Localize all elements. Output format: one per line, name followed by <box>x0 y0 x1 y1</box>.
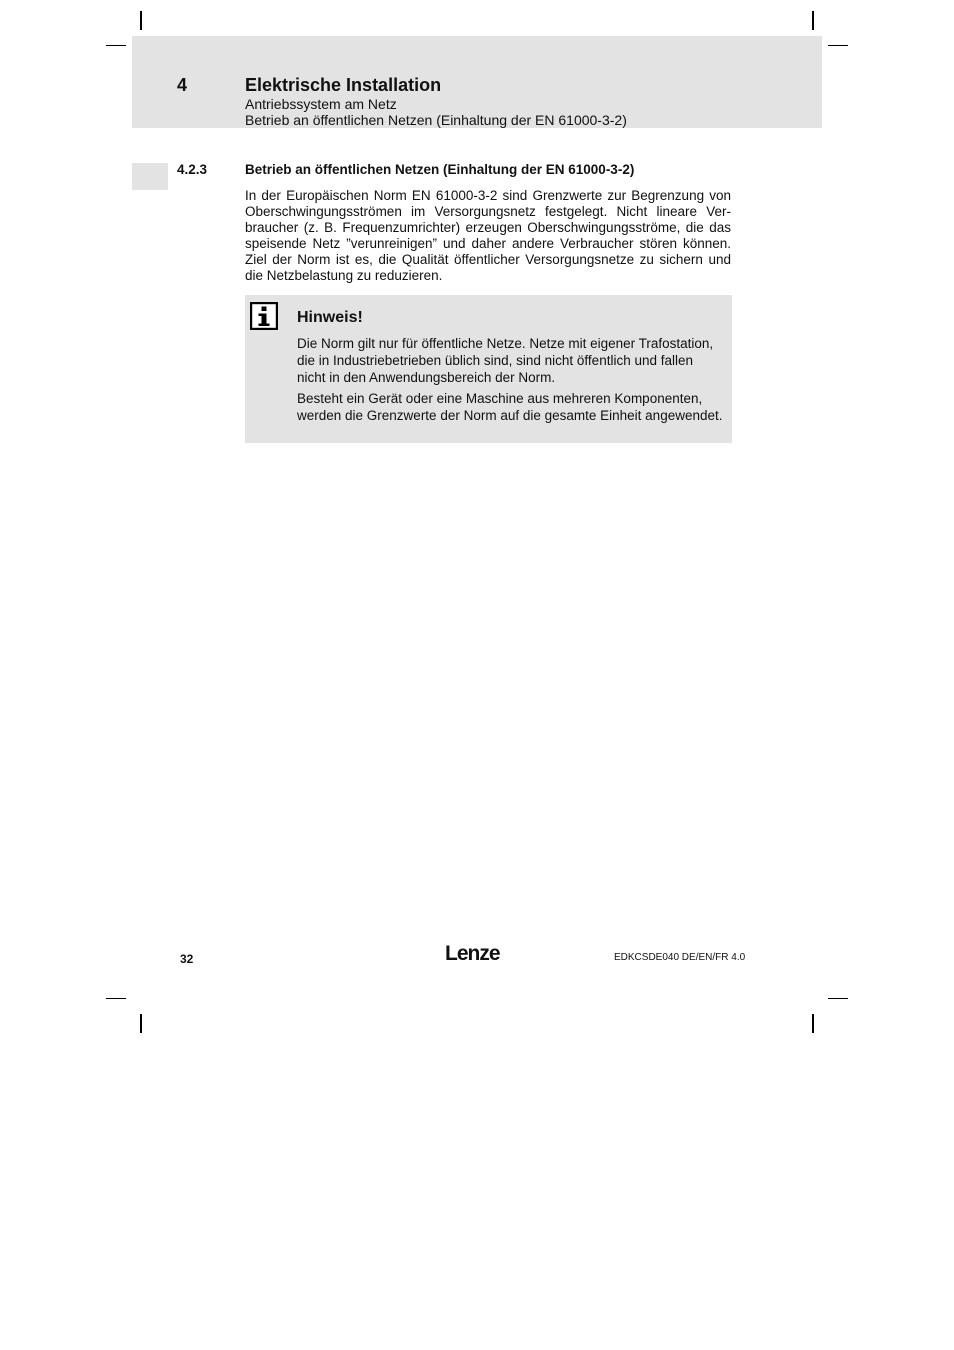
note-paragraph-1: Die Norm gilt nur für öffentliche Netze. Netze mit eigener Trafostation, die in Industriebetrieben üblich sind, sind nicht öffentlich und fallen nicht in den Anwendungsbereich der Norm. <box>297 336 714 385</box>
crop-mark-bottom-right-horizontal <box>828 998 848 999</box>
crop-mark-top-right-vertical <box>812 11 814 30</box>
section-number: 4.2.3 <box>177 162 208 177</box>
note-paragraph-2: Besteht ein Gerät oder eine Maschine aus mehreren Komponenten, werden die Grenzwerte der Norm auf die gesamte Einheit angewendet. <box>297 391 723 423</box>
crop-mark-top-left-vertical <box>140 11 142 30</box>
chapter-title: Elektrische Installation <box>245 75 442 95</box>
page-number: 32 <box>180 952 194 966</box>
section-margin-tab <box>132 163 168 190</box>
info-icon <box>250 302 278 330</box>
crop-mark-bottom-right-vertical <box>812 1014 814 1033</box>
crop-mark-top-right-horizontal <box>828 45 848 46</box>
document-code: EDKCSDE040 DE/EN/FR 4.0 <box>614 952 746 963</box>
chapter-subtitle-2: Betrieb an öffentlichen Netzen (Einhaltung der EN 61000-3-2) <box>245 112 627 128</box>
chapter-number: 4 <box>177 75 188 95</box>
section-title: Betrieb an öffentlichen Netzen (Einhaltung der EN 61000-3-2) <box>245 162 635 177</box>
crop-mark-top-left-horizontal <box>106 45 126 46</box>
crop-mark-bottom-left-vertical <box>140 1014 142 1033</box>
crop-mark-bottom-left-horizontal <box>106 998 126 999</box>
note-title: Hinweis! <box>297 309 363 326</box>
section-body-paragraph: In der Europäischen Norm EN 61000-3-2 sind Grenzwerte zur Begrenzung von Oberschwingungsströmen im Versorgungsnetz festgelegt. Nicht lineare Ver-braucher (z. B. Frequenzumrichter) erzeugen Oberschwingungsströme, die das speisende Netz ”verunreinigen” und daher andere Verbraucher stören können. Ziel der Norm ist es, die Qualität öffentlicher Versorgungsnetze zu sichern und die Netzbelastung zu reduzieren. <box>245 188 731 283</box>
brand-logo: Lenze <box>445 942 500 965</box>
note-box <box>245 295 732 443</box>
chapter-subtitle-1: Antriebssystem am Netz <box>245 96 397 112</box>
